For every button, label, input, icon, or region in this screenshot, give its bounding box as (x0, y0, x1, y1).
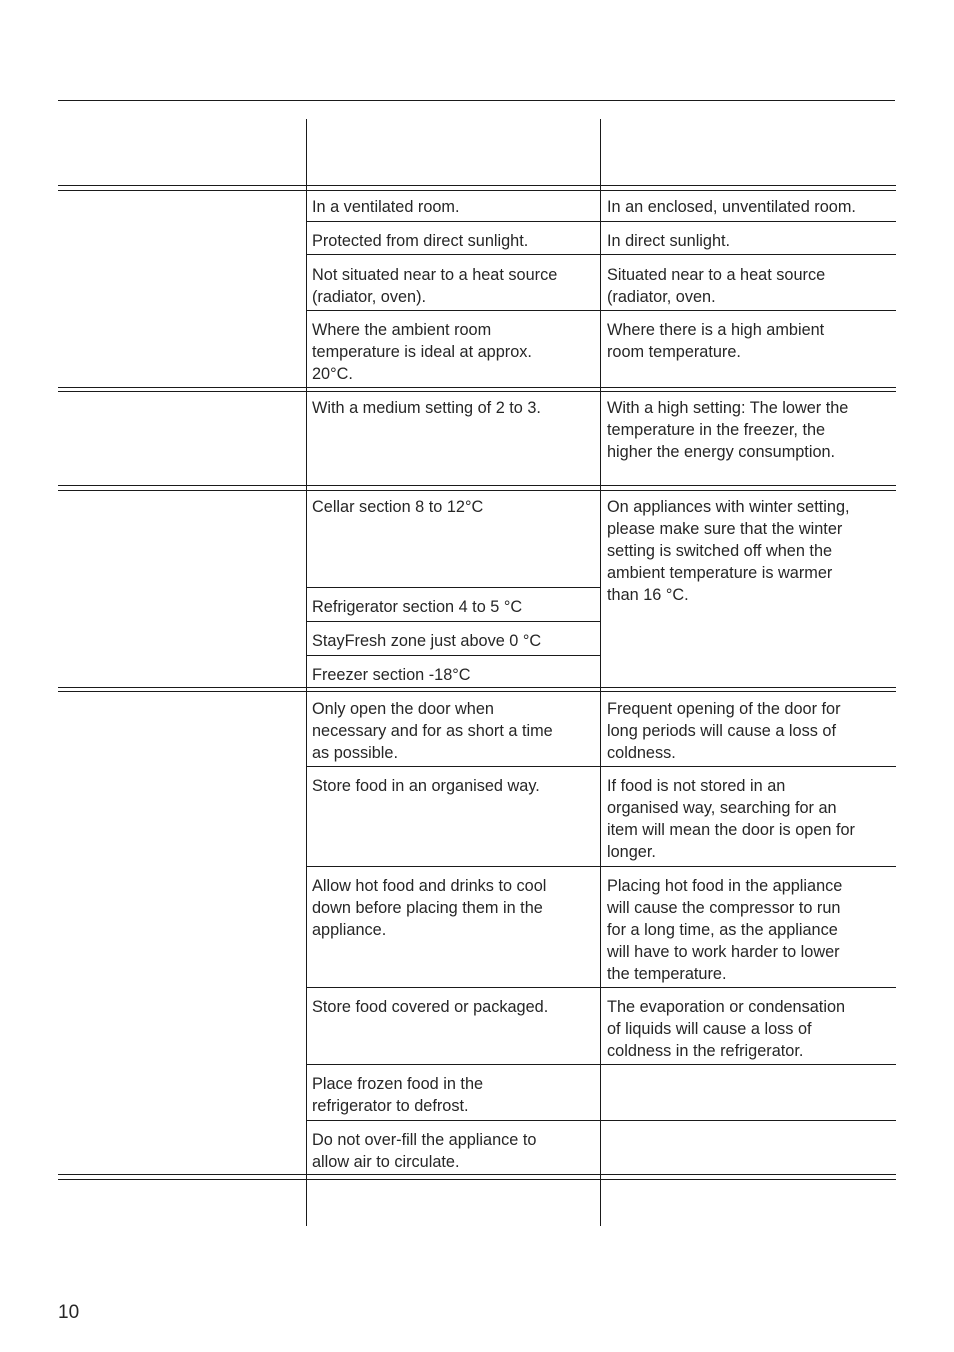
cell-line: 20°C. (312, 365, 353, 383)
normal-cell (312, 1129, 536, 1173)
cell-line: Not situated near to a heat source (312, 266, 558, 284)
cell-line: (radiator, oven. (607, 288, 716, 306)
cell-line: longer. (607, 843, 656, 861)
cell-line: organised way, searching for an (607, 799, 837, 817)
row-rule (306, 1120, 896, 1121)
cell-line: Placing hot food in the appliance (607, 877, 843, 895)
cell-line: (radiator, oven). (312, 288, 427, 306)
cell-line: Do not over-fill the appliance to (312, 1131, 537, 1149)
cell-line: coldness. (607, 744, 676, 762)
cell-line: On appliances with winter setting, (607, 498, 850, 516)
row-rule (306, 587, 600, 588)
normal-cell (312, 875, 546, 941)
top-rule (58, 100, 895, 101)
cell-line: Place frozen food in the (312, 1075, 484, 1093)
section-rule-5a (58, 1174, 896, 1175)
normal-cell (312, 596, 522, 618)
cell-line: Only open the door when (312, 700, 494, 718)
cell-line: item will mean the door is open for (607, 821, 855, 839)
row-rule (306, 987, 896, 988)
increased-cell (607, 775, 855, 863)
cell-text: Freezer section -18°C (312, 666, 471, 684)
cell-line: necessary and for as short a time (312, 722, 553, 740)
cell-line: allow air to circulate. (312, 1153, 460, 1171)
section-rule-4a (58, 687, 896, 688)
row-rule (306, 1064, 896, 1065)
cell-line: please make sure that the winter (607, 520, 843, 538)
normal-cell (312, 664, 471, 686)
cell-line: temperature in the freezer, the (607, 421, 826, 439)
row-rule (306, 766, 896, 767)
section-rule-1a (58, 185, 896, 186)
cell-line: room temperature. (607, 343, 741, 361)
section-rule-3b (58, 490, 896, 491)
cell-text: Store food covered or packaged. (312, 998, 549, 1016)
section-rule-2b (58, 391, 896, 392)
cell-line: Situated near to a heat source (607, 266, 826, 284)
row-rule (306, 655, 600, 656)
cell-line: The evaporation or condensation (607, 998, 846, 1016)
increased-cell (607, 319, 824, 363)
cell-line: long periods will cause a loss of (607, 722, 836, 740)
cell-line: appliance. (312, 921, 387, 939)
normal-cell (312, 996, 548, 1018)
cell-line: than 16 °C. (607, 586, 689, 604)
column-divider-1 (306, 119, 307, 1226)
cell-line: will cause the compressor to run (607, 899, 841, 917)
normal-cell (312, 319, 532, 385)
cell-line: down before placing them in the (312, 899, 543, 917)
cell-text: StayFresh zone just above 0 °C (312, 632, 542, 650)
increased-cell (607, 264, 825, 308)
increased-cell (607, 230, 730, 252)
increased-cell (607, 875, 842, 985)
cell-line: will have to work harder to lower (607, 943, 840, 961)
increased-cell (607, 196, 856, 218)
cell-line: Where there is a high ambient (607, 321, 825, 339)
row-rule (306, 254, 896, 255)
cell-line: If food is not stored in an (607, 777, 786, 795)
cell-text: In direct sunlight. (607, 232, 731, 250)
increased-cell (607, 996, 845, 1062)
cell-line: the temperature. (607, 965, 727, 983)
normal-cell (312, 196, 460, 218)
cell-text: Cellar section 8 to 12°C (312, 498, 484, 516)
normal-cell (312, 496, 483, 518)
cell-line: temperature is ideal at approx. (312, 343, 532, 361)
cell-text: Refrigerator section 4 to 5 °C (312, 598, 523, 616)
page-number: 10 (58, 1302, 80, 1323)
cell-line: for a long time, as the appliance (607, 921, 838, 939)
increased-cell-merged (607, 496, 850, 606)
normal-cell (312, 397, 541, 419)
column-divider-2 (600, 119, 601, 1226)
normal-cell (312, 630, 541, 652)
normal-cell (312, 230, 528, 252)
section-rule-1b (58, 190, 896, 191)
normal-cell (312, 264, 557, 308)
section-rule-4b (58, 691, 896, 692)
cell-line: ambient temperature is warmer (607, 564, 833, 582)
cell-line: Where the ambient room (312, 321, 492, 339)
row-rule (306, 866, 896, 867)
section-rule-3a (58, 485, 896, 486)
section-rule-2a (58, 387, 896, 388)
normal-cell (312, 698, 553, 764)
cell-line: Frequent opening of the door for (607, 700, 841, 718)
increased-cell (607, 698, 841, 764)
cell-text: With a medium setting of 2 to 3. (312, 399, 541, 417)
row-rule (306, 221, 896, 222)
cell-line: refrigerator to defrost. (312, 1097, 469, 1115)
cell-line: setting is switched off when the (607, 542, 833, 560)
cell-text: Store food in an organised way. (312, 777, 540, 795)
cell-text: In a ventilated room. (312, 198, 460, 216)
cell-text: Protected from direct sunlight. (312, 232, 529, 250)
increased-cell (607, 397, 848, 463)
row-rule (306, 310, 896, 311)
cell-line: as possible. (312, 744, 398, 762)
row-rule (306, 621, 600, 622)
cell-line: coldness in the refrigerator. (607, 1042, 804, 1060)
cell-text: In an enclosed, unventilated room. (607, 198, 856, 216)
cell-line: higher the energy consumption. (607, 443, 836, 461)
cell-line: of liquids will cause a loss of (607, 1020, 812, 1038)
normal-cell (312, 1073, 483, 1117)
section-rule-5b (58, 1179, 896, 1180)
cell-line: With a high setting: The lower the (607, 399, 849, 417)
cell-line: Allow hot food and drinks to cool (312, 877, 547, 895)
normal-cell (312, 775, 540, 797)
